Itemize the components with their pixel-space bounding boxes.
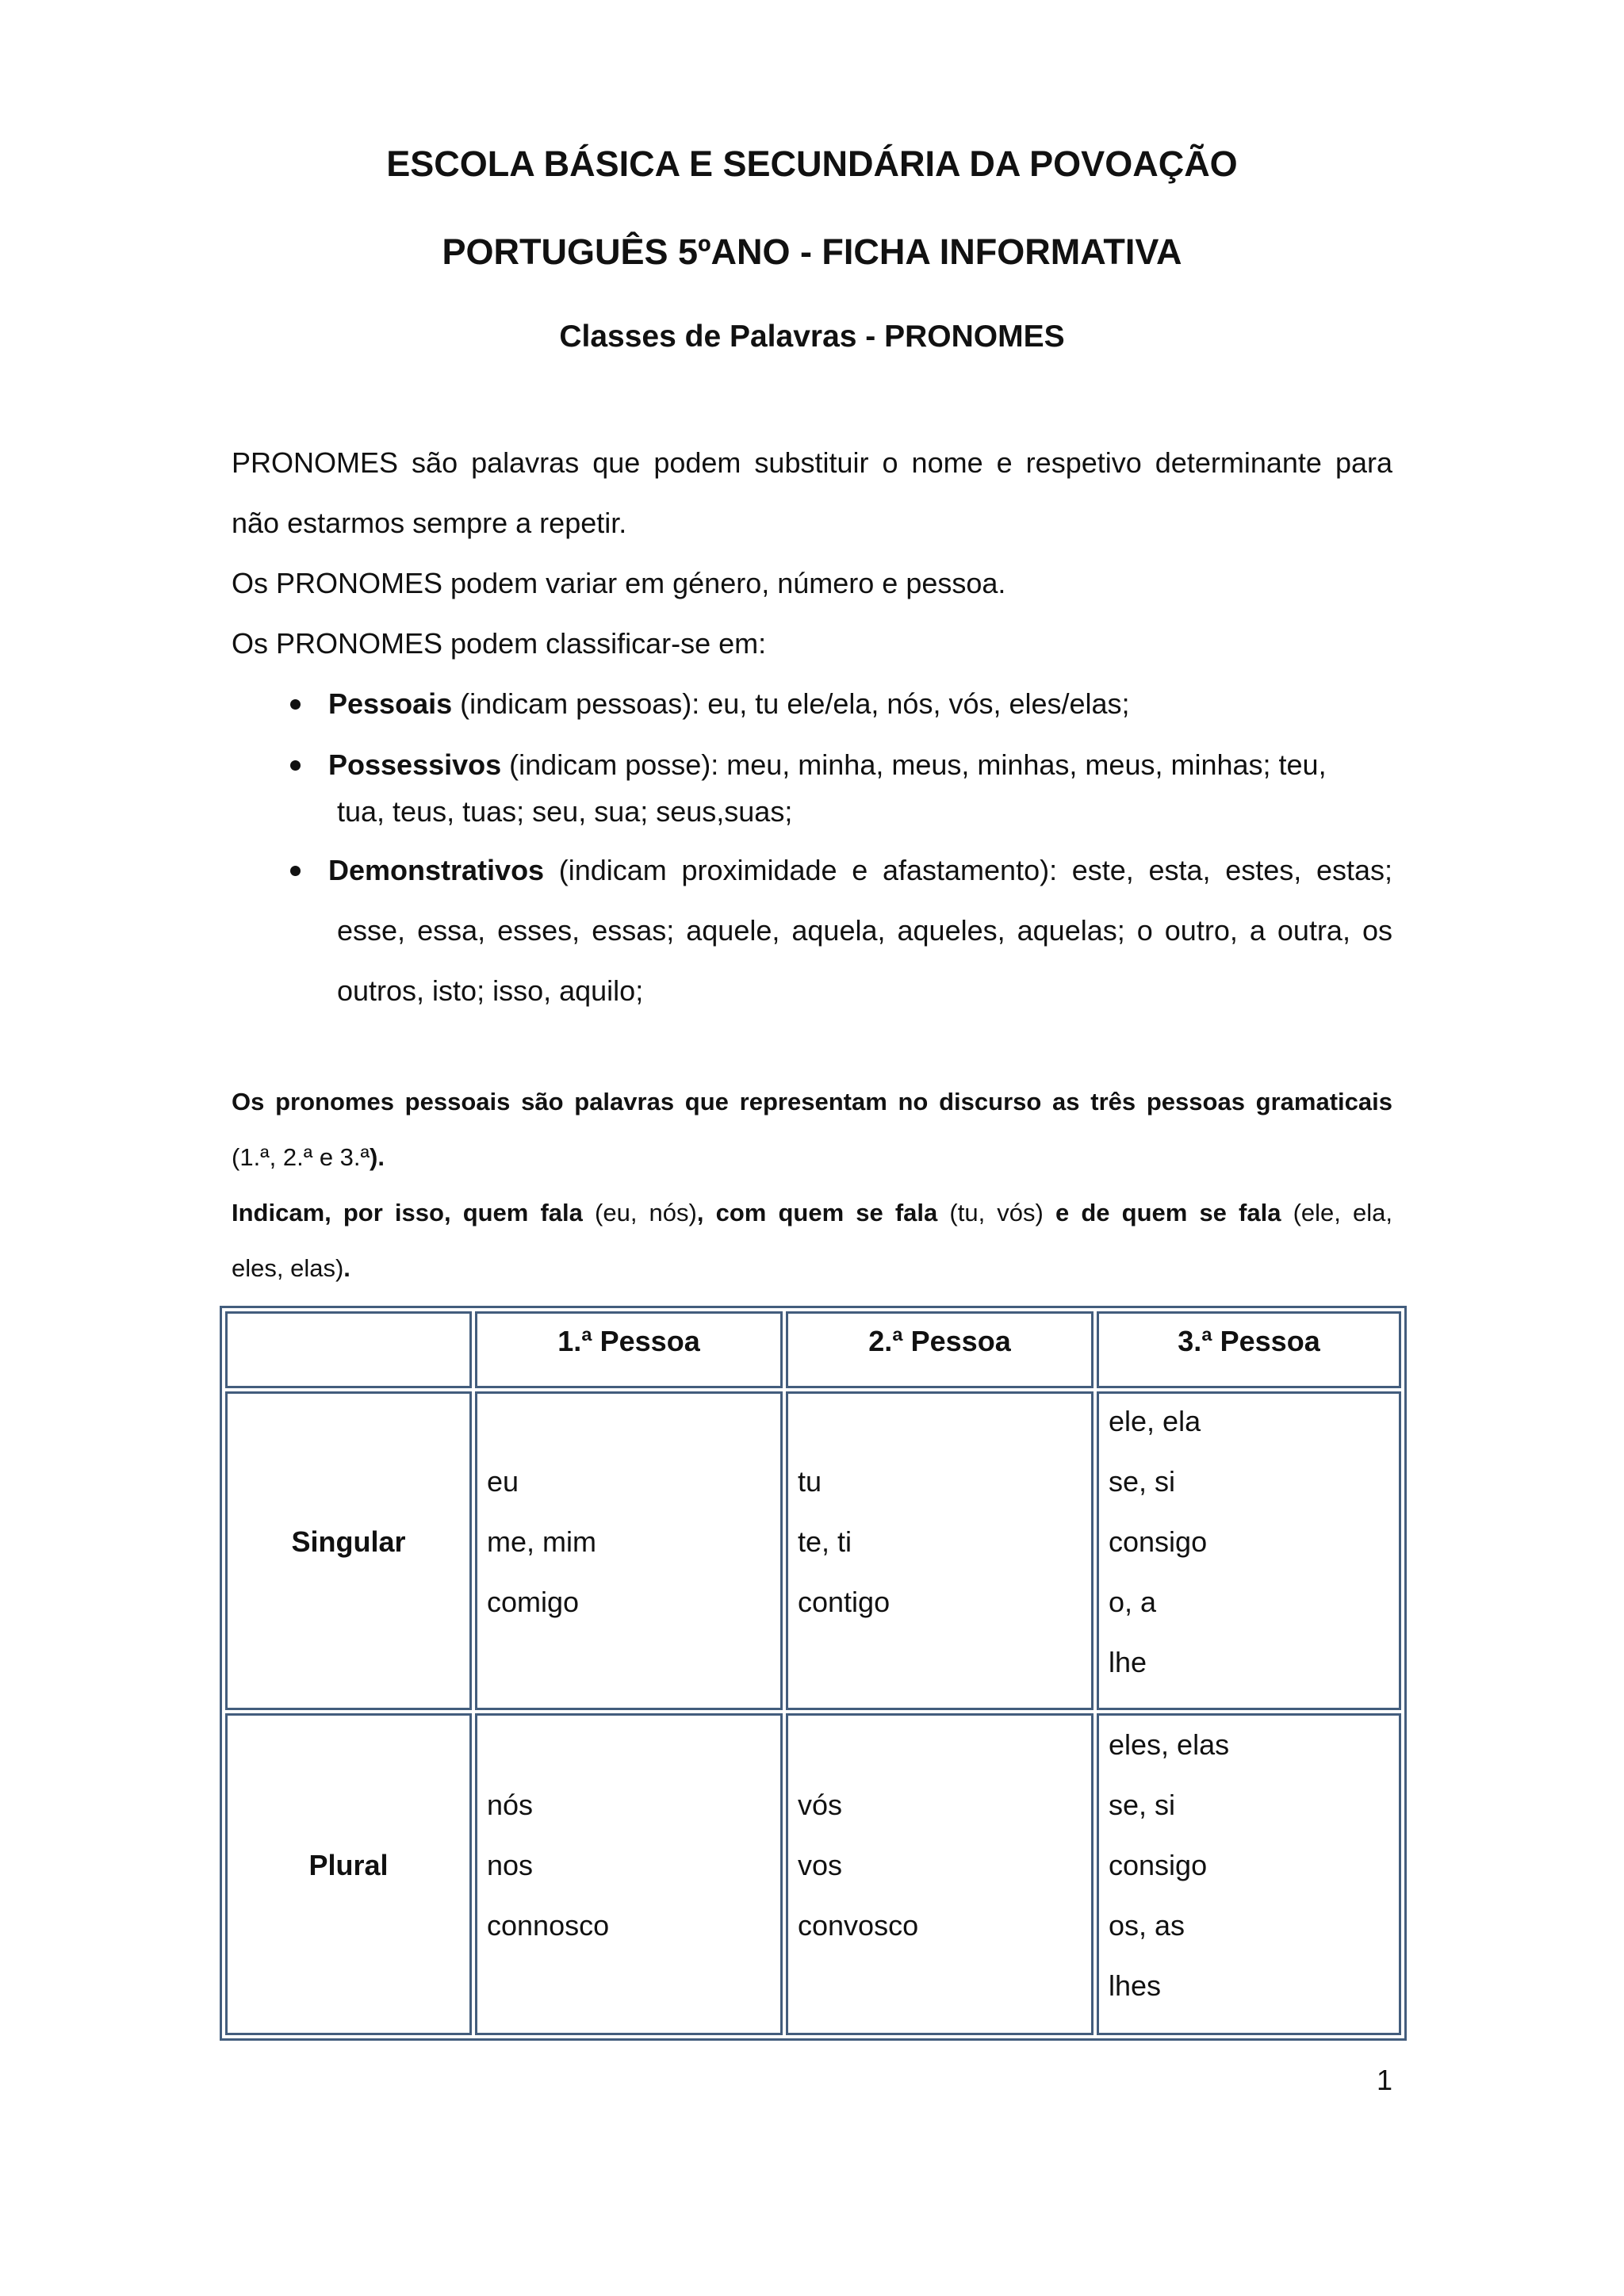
grammatical-persons: (1.ª, 2.ª e 3.ª: [232, 1143, 370, 1171]
class-line: [328, 734, 1392, 796]
bullet-icon: [290, 699, 301, 710]
class-line: [328, 840, 1392, 901]
worksheet-subject-title: PORTUGUÊS 5ºANO - FICHA INFORMATIVA: [442, 232, 1182, 272]
column-header-first-person: 1.ª Pessoa: [475, 1311, 783, 1388]
pronoun-form: se, si: [1109, 1789, 1176, 1821]
class-description: (indicam proximidade e afastamento): este, esta, estes, estas;: [544, 854, 1392, 886]
pronoun-class-item-demonstrativos: [232, 840, 1392, 1021]
note-punctuation: ).: [370, 1143, 385, 1171]
personal-pronouns-table: [220, 1306, 1407, 2041]
first-person-singular-cell: [475, 1391, 783, 1710]
pronoun-form: vós: [798, 1789, 843, 1821]
class-description-continuation: outros, isto; isso, aquilo;: [337, 974, 644, 1007]
note-line: [232, 1185, 1392, 1241]
note-line: Os pronomes pessoais são palavras que representam no discurso as três pessoas gramaticais: [232, 1088, 1392, 1115]
pronoun-form: eu: [487, 1465, 519, 1498]
note-line: [232, 1241, 1392, 1296]
pronoun-form: contigo: [798, 1586, 891, 1618]
note-punctuation: .: [343, 1254, 350, 1282]
row-label-singular: Singular: [225, 1391, 472, 1710]
third-person-singular-cell: [1097, 1391, 1401, 1710]
bullet-icon: [290, 760, 301, 771]
pronoun-form: tu: [798, 1465, 822, 1498]
pronoun-form: consigo: [1109, 1525, 1208, 1558]
personal-pronouns-note: [232, 1074, 1392, 1296]
row-label-plural: Plural: [225, 1713, 472, 2035]
intro-line: Os PRONOMES podem variar em género, número e pessoa.: [232, 567, 1006, 599]
column-header-second-person: 2.ª Pessoa: [786, 1311, 1094, 1388]
about-whom-examples-continued: eles, elas): [232, 1254, 344, 1282]
class-description-continuation: esse, essa, esses, essas; aquele, aquela, aqueles, aquelas; o outro, a outra, os: [337, 914, 1392, 947]
pronoun-class-item-possessivos: [232, 734, 1392, 840]
pronoun-form: connosco: [487, 1909, 610, 1942]
table-corner-cell: [225, 1311, 472, 1388]
who-speaks-text: Indicam, por isso, quem fala: [232, 1199, 583, 1226]
pronoun-form: me, mim: [487, 1525, 596, 1558]
pronoun-form: comigo: [487, 1586, 580, 1618]
class-line: [328, 674, 1392, 734]
note-line: [232, 1130, 1392, 1185]
third-person-plural-cell: [1097, 1713, 1401, 2035]
class-term: Pessoais: [328, 687, 453, 720]
pronoun-form: o, a: [1109, 1586, 1157, 1618]
class-description: (indicam pessoas): eu, tu ele/ela, nós, vós, eles/elas;: [452, 687, 1130, 720]
first-person-plural-cell: [475, 1713, 783, 2035]
intro-line: PRONOMES são palavras que podem substituir o nome e respetivo determinante para: [232, 446, 1392, 479]
to-whom-text: , com quem se fala: [696, 1199, 938, 1226]
class-description: (indicam posse): meu, minha, meus, minhas, meus, minhas; teu,: [501, 748, 1327, 781]
class-term: Demonstrativos: [328, 854, 545, 886]
pronoun-form: nós: [487, 1789, 534, 1821]
class-term: Possessivos: [328, 748, 502, 781]
about-whom-text: e de quem se fala: [1043, 1199, 1281, 1226]
pronoun-form: consigo: [1109, 1849, 1208, 1881]
pronoun-form: os, as: [1109, 1909, 1185, 1942]
pronoun-form: te, ti: [798, 1525, 852, 1558]
column-header-third-person: 3.ª Pessoa: [1097, 1311, 1401, 1388]
school-name-title: ESCOLA BÁSICA E SECUNDÁRIA DA POVOAÇÃO: [386, 144, 1238, 184]
intro-line: não estarmos sempre a repetir.: [232, 507, 627, 539]
pronoun-form: vos: [798, 1849, 843, 1881]
class-description-continuation: tua, teus, tuas; seu, sua; seus,suas;: [337, 795, 793, 828]
pronouns-introduction: [232, 433, 1392, 1021]
pronoun-classes-list: [232, 674, 1392, 1021]
pronoun-form: ele, ela: [1109, 1405, 1201, 1437]
pronoun-form: nos: [487, 1849, 534, 1881]
pronoun-form: lhes: [1109, 1969, 1162, 2002]
pronoun-class-item-pessoais: [232, 674, 1392, 734]
pronoun-form: se, si: [1109, 1465, 1176, 1498]
pronoun-form: lhe: [1109, 1646, 1147, 1678]
second-person-plural-cell: [786, 1713, 1094, 2035]
intro-line: Os PRONOMES podem classificar-se em:: [232, 627, 767, 660]
who-speaks-examples: (eu, nós): [582, 1199, 697, 1226]
bullet-icon: [290, 866, 301, 876]
topic-title: Classes de Palavras - PRONOMES: [559, 320, 1065, 354]
pronoun-form: eles, elas: [1109, 1728, 1230, 1761]
about-whom-examples: (ele, ela,: [1281, 1199, 1392, 1226]
pronoun-form: convosco: [798, 1909, 919, 1942]
second-person-singular-cell: [786, 1391, 1094, 1710]
page-number: 1: [1376, 2064, 1393, 2096]
to-whom-examples: (tu, vós): [937, 1199, 1044, 1226]
